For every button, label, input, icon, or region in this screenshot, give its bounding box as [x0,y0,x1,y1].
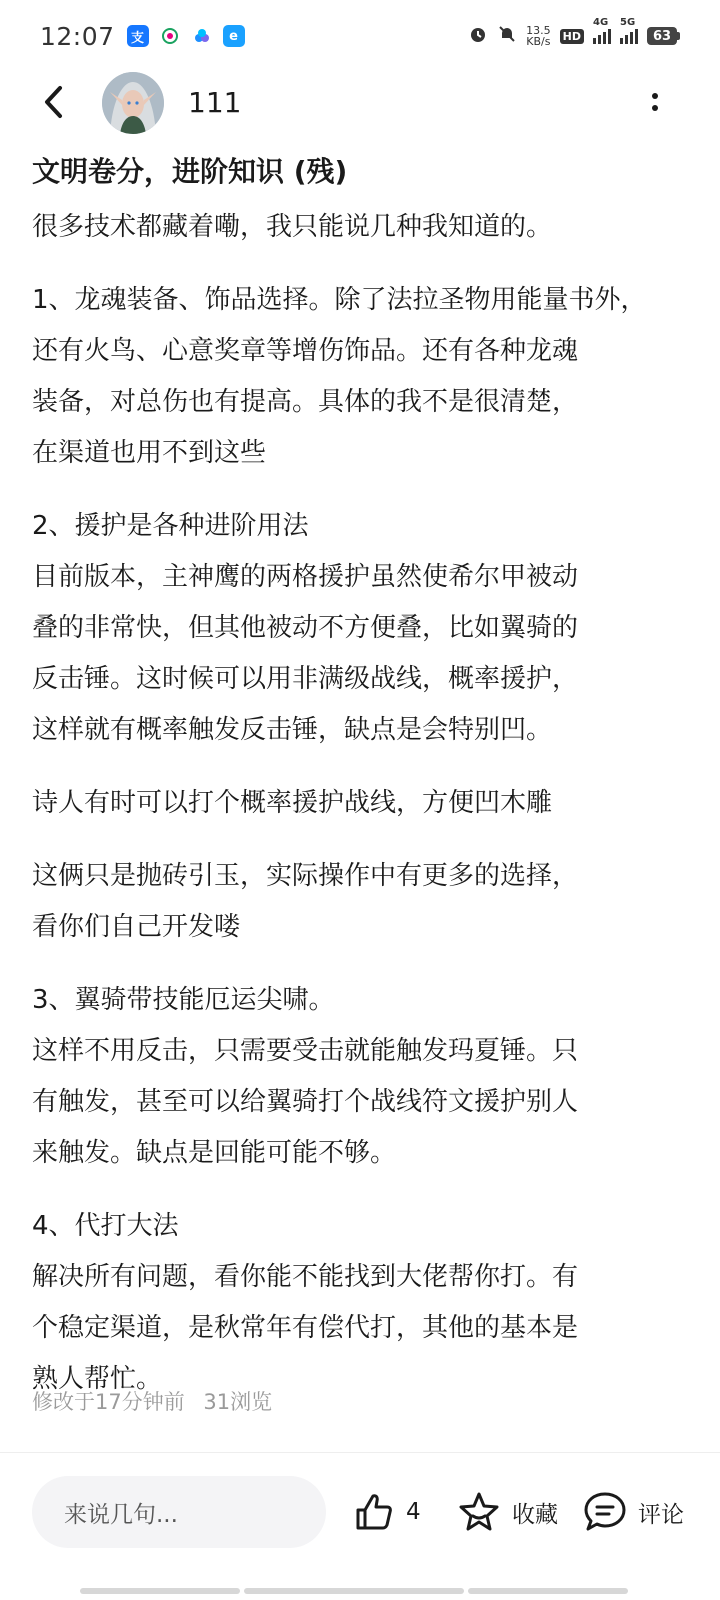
post-content [32,202,692,1427]
comment-button[interactable] [582,1482,684,1542]
more-vertical-icon [652,93,658,99]
comment-input[interactable] [32,1476,326,1548]
post-paragraph: 2、援护是各种进阶用法 目前版本，主神鹰的两格援护虽然使希尔甲被动 叠的非常快，但其他被动不方便叠，比如翼骑的 反击锤。这时候可以用非满级战线，概率援护， 这样就有概率触发反击锤，缺点是会特别凹。 [32,511,579,745]
china-mobile-icon [159,25,181,47]
browser-icon: e [223,25,245,47]
back-button[interactable] [34,82,74,122]
modified-time: 修改于17分钟前 [32,1390,185,1414]
thumbs-up-icon [352,1490,396,1534]
divider [0,1452,720,1453]
avatar[interactable] [102,72,164,134]
status-bar [0,0,720,72]
star-icon [456,1489,502,1535]
nav-indicator [80,1588,240,1594]
hd-badge: HD [560,29,584,44]
alipay-icon: 支 [127,25,149,47]
cloud-icon [191,25,213,47]
net-speed-unit: KB/s [526,35,551,48]
nav-indicator [244,1588,464,1594]
post-paragraph: 3、翼骑带技能厄运尖啸。 这样不用反击，只需要受击就能触发玛夏锤。只 有触发，甚至可以给翼骑打个战线符文援护别人 来触发。缺点是回能可能不够。 [32,985,579,1168]
post-paragraph: 很多技术都藏着嘞，我只能说几种我知道的。 [32,212,553,242]
post-title: 文明卷分，进阶知识 (残) [32,155,348,188]
battery-level: 63 [647,27,677,45]
comment-label: 评论 [638,1501,684,1528]
like-count: 4 [406,1499,421,1525]
nav-indicator [468,1588,628,1594]
post-paragraph: 这俩只是抛砖引玉，实际操作中有更多的选择， 看你们自己开发喽 [32,861,579,942]
collect-label: 收藏 [512,1501,558,1528]
collect-button[interactable] [456,1482,558,1542]
status-time: 12:07 [40,21,115,51]
post-meta [32,1386,272,1416]
username[interactable]: 111 [188,86,242,119]
battery-icon [647,27,680,45]
net-speed [526,25,551,47]
view-count: 31浏览 [203,1390,273,1414]
post-header [0,72,720,132]
comment-icon [582,1489,628,1535]
post-paragraph: 1、龙魂装备、饰品选择。除了法拉圣物用能量书外， 还有火鸟、心意奖章等增伤饰品。还有各种龙魂 装备，对总伤也有提高。具体的我不是很清楚， 在渠道也用不到这些 [32,285,647,468]
post-paragraph: 4、代打大法 解决所有问题，看你能不能找到大佬帮你打。有 个稳定渠道，是秋常年有偿代打，其他的基本是 熟人帮忙。 [32,1211,579,1394]
like-button[interactable] [352,1482,421,1542]
net-4g-label: 4G [593,16,609,28]
post-paragraph: 诗人有时可以打个概率援护战线，方便凹木雕 [32,788,553,818]
chevron-left-icon [40,84,68,120]
more-button[interactable] [638,80,672,124]
comment-placeholder: 来说几句... [64,1501,178,1528]
net-5g-label: 5G [620,16,636,28]
net-speed-value: 13.5 [526,24,551,37]
mute-bell-icon [497,24,517,49]
signal-4g-icon [593,16,611,44]
status-indicators [468,16,680,49]
alarm-icon [468,24,488,49]
signal-5g-icon [620,16,638,44]
